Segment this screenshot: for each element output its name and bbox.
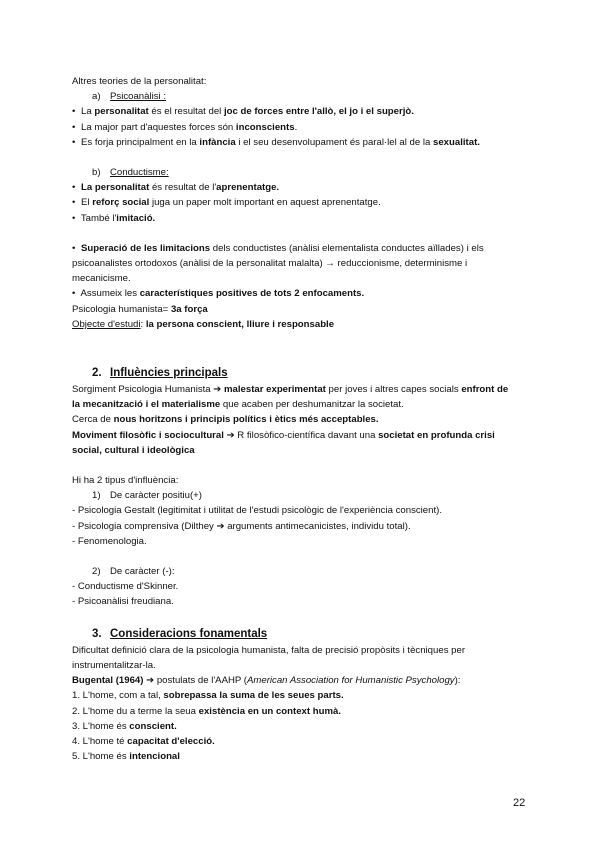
conductisme-heading: b) Conductisme:: [92, 167, 169, 179]
bugental-line: Bugental (1964) ➔ postulats de l'AAHP (American Association for Humanistic Psychology):: [72, 675, 461, 687]
postulat-item: 5. L'home és intencional: [72, 751, 180, 763]
objecte-estudi-line: Objecte d'estudi: la persona conscient, lliure i responsable: [72, 318, 335, 330]
conductisme-bullet-1: • La personalitat és resultat de l'aprenentatge.: [72, 180, 532, 195]
postulat-item: 2. L'home du a terme la seua existència en un context humà.: [72, 705, 341, 717]
postulat-item: 3. L'home és conscient.: [72, 720, 177, 732]
sec3-line-2: instrumentalitzar-la.: [72, 659, 156, 671]
tercera-forca-line: Psicologia humanista= 3a força: [72, 303, 208, 315]
influencia-negativa-heading: 2) De caràcter (-):: [92, 566, 175, 578]
superacio-line-1: • Superació de les limitacions dels conductistes (anàlisi elementalista conductes aïllades) i els: [72, 241, 532, 256]
sec2-line-2: la mecanització i el materialisme que acaben per deshumanitzar la societat.: [72, 399, 404, 411]
sec3-line-1: Dificultat definició clara de la psicologia humanista, falta de precisió propòsits i tècniques per: [72, 644, 466, 656]
document-page: [72, 74, 532, 764]
psicoanalisi-bullet-3: • Es forja principalment en la infància i el seu desenvolupament és paral·lel al de la sexualitat.: [72, 135, 532, 150]
section-3-heading: 3. Consideracions fonamentals: [92, 627, 268, 640]
influencia-positiva-item: - Psicologia Gestalt (legitimitat i utilitat de l'estudi psicològic de l'experiència conscient).: [72, 505, 442, 517]
influencia-negativa-item: - Psicoanàlisi freudiana.: [72, 596, 174, 608]
psicoanalisi-heading: a) Psicoanàlisi :: [92, 91, 166, 103]
sec2-line-5: social, cultural i ideològica: [72, 444, 195, 456]
page-number: 22: [513, 797, 526, 809]
conductisme-bullet-3: • També l'imitació.: [72, 211, 532, 226]
influencia-positiva-heading: 1) De caràcter positiu(+): [92, 490, 202, 502]
assumeix-line: • Assumeix les característiques positives de tots 2 enfocaments.: [72, 286, 532, 301]
postulat-item: 1. L'home, com a tal, sobrepassa la suma de les seues parts.: [72, 690, 344, 702]
tipus-influencia: Hi ha 2 tipus d'influència:: [72, 475, 179, 487]
sec2-line-4: Moviment filosòfic i sociocultural ➔ R filosòfico-científica davant una societat en profunda crisi: [72, 429, 495, 441]
superacio-line-2: psicoanalistes ortodoxos (anàlisi de la personalitat malalta) → reduccionisme, determinisme i: [72, 258, 468, 270]
sec2-line-3: Cerca de nous horitzons i principis polítics i ètics més acceptables.: [72, 414, 379, 426]
postulat-item: 4. L'home té capacitat d'elecció.: [72, 735, 215, 747]
influencia-negativa-item: - Conductisme d'Skinner.: [72, 581, 179, 593]
intro-text: Altres teories de la personalitat:: [72, 76, 207, 87]
psicoanalisi-bullet-1: • La personalitat és el resultat del joc de forces entre l'allò, el jo i el superjò.: [72, 104, 532, 119]
superacio-line-3: mecanicisme.: [72, 273, 131, 285]
influencia-positiva-item: - Psicologia comprensiva (Dilthey ➔ arguments antimecanicistes, individu total).: [72, 520, 411, 532]
influencia-positiva-item: - Fenomenologia.: [72, 535, 147, 547]
sec2-line-1: Sorgiment Psicologia Humanista ➔ malestar experimentat per joves i altres capes socials enfront de: [72, 384, 509, 396]
psicoanalisi-bullet-2: • La major part d'aquestes forces són inconscients.: [72, 120, 532, 135]
conductisme-bullet-2: • El reforç social juga un paper molt important en aquest aprenentatge.: [72, 195, 532, 210]
section-2-heading: 2. Influències principals: [92, 367, 228, 380]
